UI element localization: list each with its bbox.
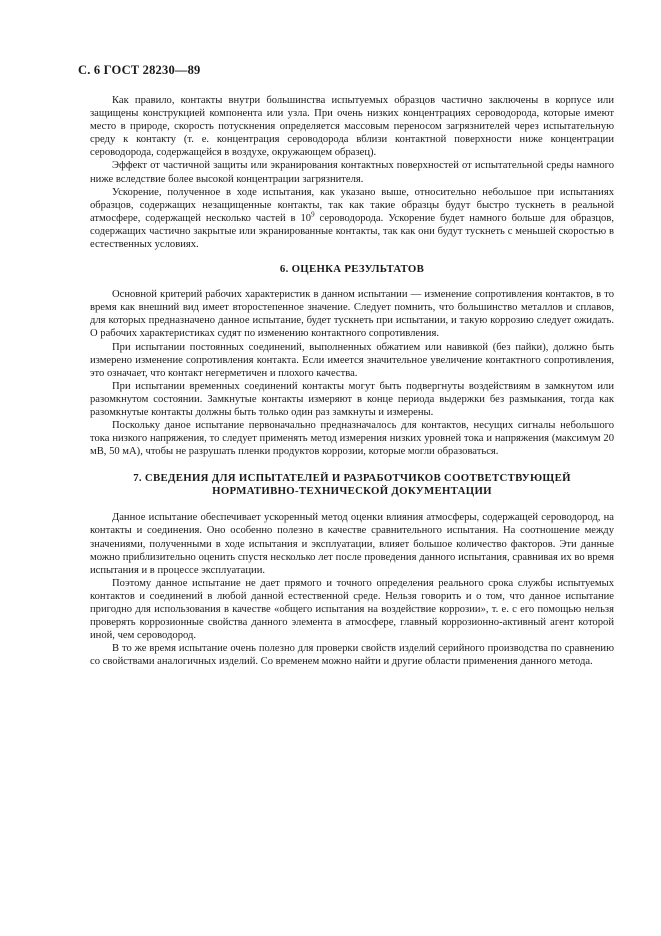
intro-paragraph-3-text-b: сероводорода. Ускорение будет намного больше для образцов, содержащих частично закрытые или экранированные контакты, так как они будут тускнеть с меньшей скоростью в естественных условиях.: [90, 212, 614, 251]
section-7-heading: [90, 472, 614, 498]
section-7-paragraph-1: Данное испытание обеспечивает ускоренный метод оценки влияния атмосферы, содержащей сероводород, на контакты и соединения. Оно особенно полезно в качестве сравнительного испытания. На соотношение между значениями, полученными в ходе испытания и эксплуатации, влияет большое количество факторов. Эти данные можно приблизительно оценить спустя несколько лет после проведения данного испытания, сравнивая их во время испытания и в процессе эксплуатации.: [90, 512, 614, 576]
section-6-paragraph-2: При испытании постоянных соединений, выполненных обжатием или навивкой (без пайки), должно быть измерено изменение сопротивления контакта. Если имеется значительное увеличение контактного сопротивления, это означает, что контакт негерметичен и плохого качества.: [90, 341, 614, 379]
section-7-paragraph-2: Поэтому данное испытание не дает прямого и точного определения реального срока службы испытуемых контактов и соединений в любой данной естественной среде. Нельзя говорить и о том, что данное испытание пригодно для использования в качестве «общего испытания на воздействие коррозии», т. е. с его помощью нельзя проверять коррозионные свойства данного элемента в атмосфере, главный коррозионно-активный агент которой иной, чем сероводород.: [90, 577, 614, 642]
section-6-paragraph-3: При испытании временных соединений контакты могут быть подвергнуты воздействиям в замкнутом или разомкнутом состоянии. Замкнутые контакты измеряют в конце периода выдержки без размыкания, тогда как разомкнутые контакты должны быть только один раз замкнуты и измерены.: [90, 380, 614, 418]
section-6-paragraph-4: Поскольку даное испытание первоначально предназначалось для контактов, несущих сигналы небольшого тока низкого напряжения, то следует применять метод измерения низких уровней тока и напряжения (максимум 20 мВ, 50 мА), чтобы не разрушать пленки продуктов коррозии, которые могли образоваться.: [90, 420, 614, 458]
document-body: [90, 94, 614, 668]
intro-paragraph-1: Как правило, контакты внутри большинства испытуемых образцов частично заключены в корпусе или защищены конструкцией компонента или узла. При очень низких концентрациях сероводорода, которые имеют место в природе, скорость потускнения определяется массовым переносом загрязнителей через испытательную среду к контакту (т. е. концентрация сероводорода вблизи контактной поверхности ниже концентрации сероводорода, содержащейся в воздухе, окружающем образец).: [90, 95, 614, 159]
power-exponent: 9: [311, 210, 315, 219]
intro-paragraph-3-text-a: Ускорение, полученное в ходе испытания, как указано выше, относительно небольшое при испытаниях образцов, содержащих незащищенные контакты, так как такие образцы будут быстро тускнеть в реальной атмосфере, содержащей несколько частей в 10: [90, 186, 614, 224]
page-header: С. 6 ГОСТ 28230—89: [78, 63, 201, 77]
section-7-paragraph-3: В то же время испытание очень полезно для проверки свойств изделий серийного производства по сравнению со свойствами аналогичных изделий. Со временем можно найти и другие области применения данного метода.: [90, 643, 614, 668]
intro-paragraph-3: [90, 186, 614, 251]
section-7-heading-line-1: 7. СВЕДЕНИЯ ДЛЯ ИСПЫТАТЕЛЕЙ И РАЗРАБОТЧИКОВ СООТВЕТСТВУЮЩЕЙ: [133, 472, 571, 485]
intro-paragraph-2: Эффект от частичной защиты или экранирования контактных поверхностей от испытательной среды намного ниже вследствие более высокой концентрации загрязнителя.: [90, 160, 614, 185]
section-7-heading-line-2: НОРМАТИВНО-ТЕХНИЧЕСКОЙ ДОКУМЕНТАЦИИ: [212, 485, 492, 498]
section-6-heading: 6. ОЦЕНКА РЕЗУЛЬТАТОВ: [279, 263, 425, 276]
section-6-paragraph-1: Основной критерий рабочих характеристик в данном испытании — изменение сопротивления контактов, в то время как внешний вид имеет второстепенное значение. Следует помнить, что большинство металлов и сплавов, для которых предназначено данное испытание, будет тускнеть при испытании, и такую коррозию следует ожидать. О рабочих характеристиках судят по изменению контактного сопротивления.: [90, 289, 614, 340]
